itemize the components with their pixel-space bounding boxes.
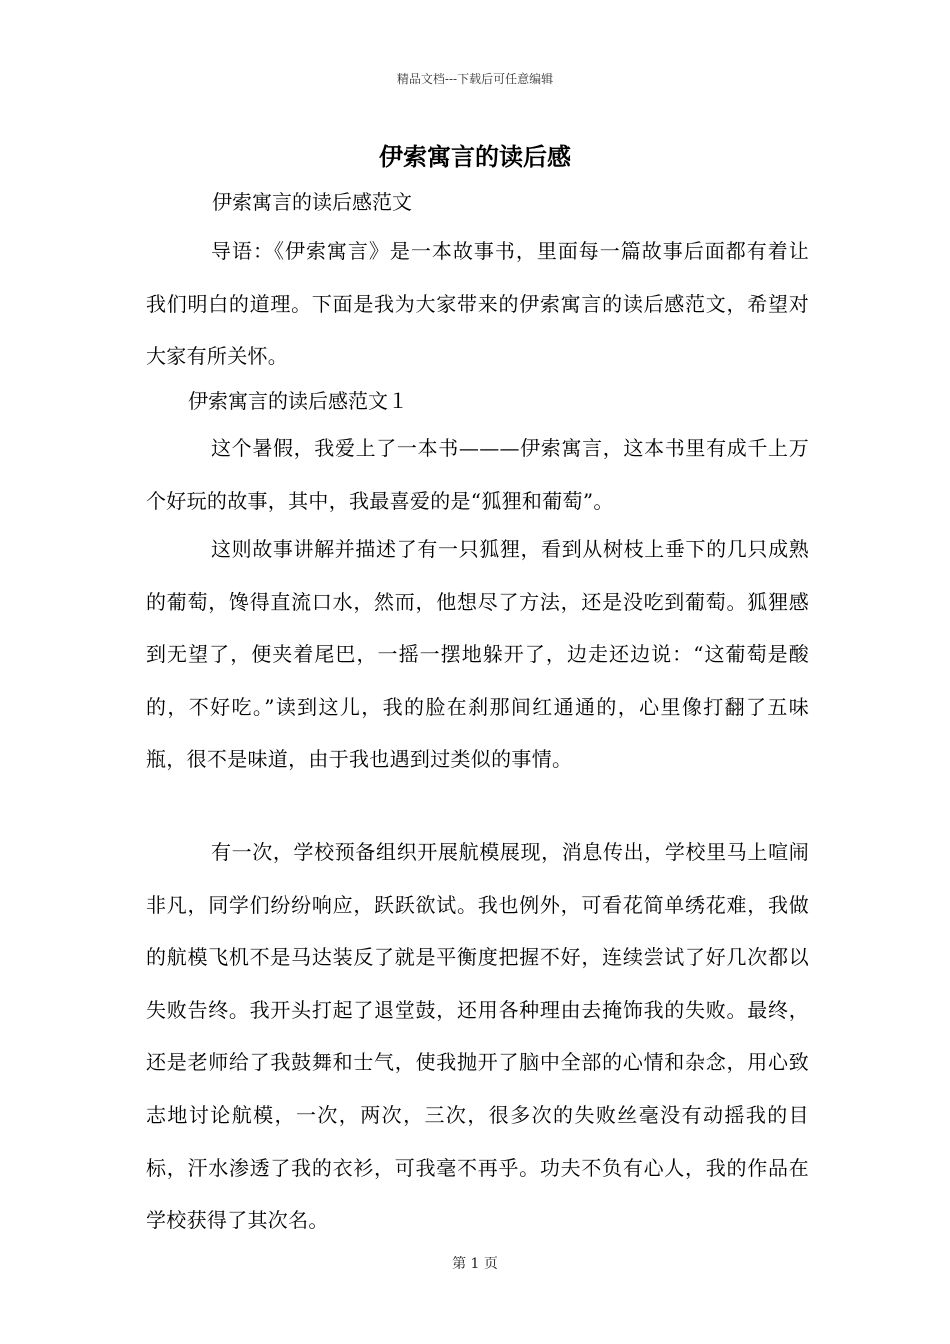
body-paragraph-1: 这个暑假，我爱上了一本书———伊索寓言，这本书里有成千上万个好玩的故事，其中，我最喜爱的是“狐狸和葡萄”。 (146, 436, 809, 513)
document-subtitle: 伊索寓言的读后感范文 (212, 190, 412, 214)
page-header-note: 精品文档---下载后可任意编辑 (396, 72, 554, 86)
body-paragraph-3: 有一次，学校预备组织开展航模展现，消息传出，学校里马上喧闹非凡，同学们纷纷响应，跃跃欲试。我也例外，可看花简单绣花难，我做的航模飞机不是马达装反了就是平衡度把握不好，连续尝试了好几次都以失败告终。我开头打起了退堂鼓，还用各种理由去掩饰我的失败。最终，还是老师给了我鼓舞和士气，使我抛开了脑中全部的心情和杂念，用心致志地讨论航模，一次，两次，三次，很多次的失败丝毫没有动摇我的目标，汗水渗透了我的衣衫，可我毫不再乎。功夫不负有心人，我的作品在学校获得了其次名。 (146, 840, 809, 1233)
document-title: 伊索寓言的读后感 (379, 142, 571, 171)
body-paragraph-2: 这则故事讲解并描述了有一只狐狸，看到从树枝上垂下的几只成熟的葡萄，馋得直流口水，然而，他想尽了方法，还是没吃到葡萄。狐狸感到无望了，便夹着尾巴，一摇一摆地躲开了，边走还边说：“这葡萄是酸的，不好吃。”读到这儿，我的脸在刹那间红通通的，心里像打翻了五味瓶，很不是味道，由于我也遇到过类似的事情。 (146, 537, 809, 772)
section-heading: 伊索寓言的读后感范文１ (188, 389, 408, 413)
page-number: 第 1 页 (452, 1256, 498, 1272)
intro-paragraph: 导语：《伊索寓言》是一本故事书，里面每一篇故事后面都有着让我们明白的道理。下面是我为大家带来的伊索寓言的读后感范文，希望对大家有所关怀。 (146, 239, 809, 369)
